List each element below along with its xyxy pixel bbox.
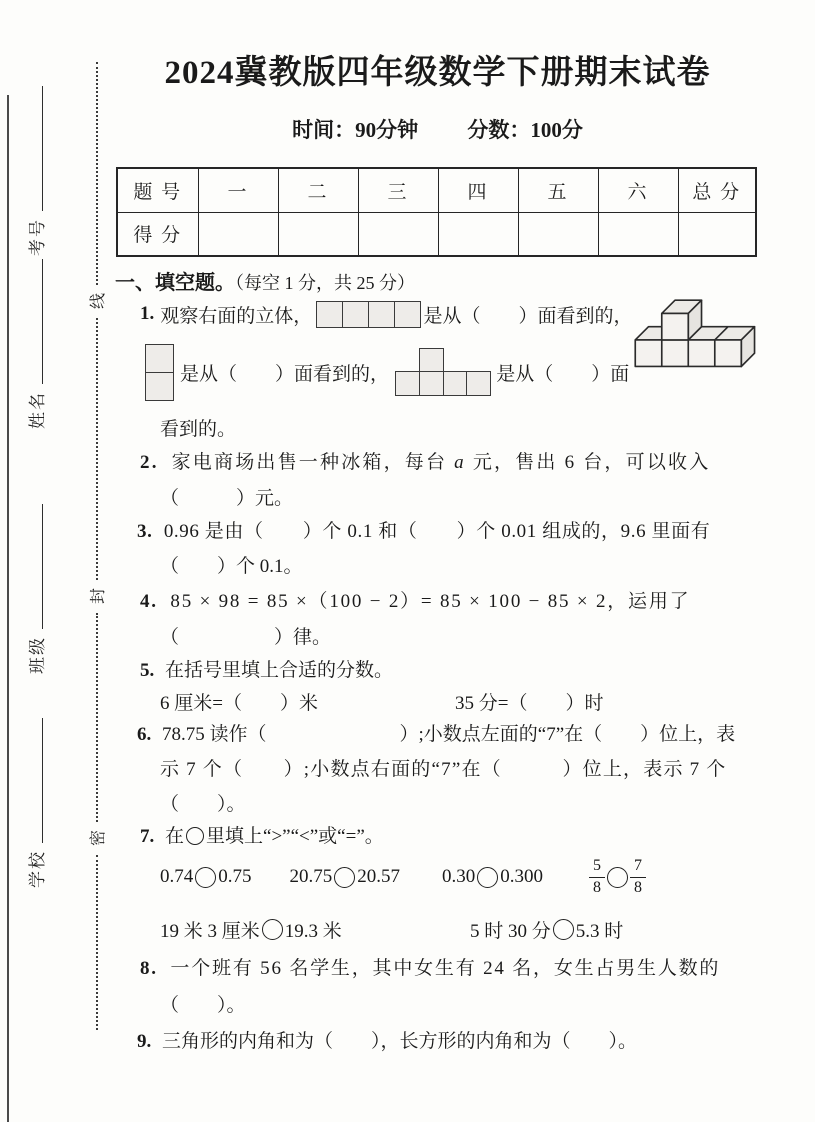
score-cell-empty bbox=[198, 212, 278, 256]
score-col-1: 一 bbox=[198, 168, 278, 212]
question-text: 元，售出 6 台，可以收入 bbox=[465, 452, 711, 473]
score-col-total: 总 分 bbox=[678, 168, 756, 212]
score-col-3: 三 bbox=[358, 168, 438, 212]
score-cell-empty bbox=[678, 212, 756, 256]
field-blank-line bbox=[42, 259, 43, 384]
score-cell-empty bbox=[518, 212, 598, 256]
grid-square bbox=[342, 301, 369, 328]
question-8-line-1 bbox=[140, 953, 720, 980]
score-table-row2-label: 得 分 bbox=[117, 212, 198, 256]
question-text: 示 7 个（ ）;小数点右面的“7”在（ ）位上，表示 7 个 bbox=[160, 759, 727, 780]
seal-dotted-line bbox=[96, 62, 98, 285]
compare-right: 0.75 bbox=[218, 866, 252, 887]
comparison-pair bbox=[470, 916, 623, 943]
question-text: 观察右面的立体， bbox=[160, 305, 313, 327]
page-edge-line bbox=[7, 95, 9, 1122]
question-7-line-2 bbox=[160, 853, 646, 901]
compare-right: 0.300 bbox=[500, 866, 543, 887]
variable-a: a bbox=[454, 452, 466, 473]
section1-title: 一、填空题。 bbox=[115, 272, 235, 294]
compare-left: 19 米 3 厘米 bbox=[160, 921, 260, 942]
question-text: 85 × 98 = 85 ×（100 − 2）= 85 × 100 − 85 × 2，运用了 bbox=[170, 591, 691, 612]
grid-square bbox=[419, 371, 444, 396]
exam-meta bbox=[115, 114, 760, 144]
student-field-class bbox=[15, 504, 55, 674]
question-text: 一个班有 56 名学生，其中女生有 24 名，女生占男生人数的 bbox=[170, 958, 721, 979]
field-label: 考号 bbox=[27, 218, 47, 256]
field-blank-line bbox=[42, 86, 43, 211]
comparison-pair bbox=[290, 866, 401, 888]
conversion-item-cm: 6 厘米=（ ）米 bbox=[160, 693, 318, 714]
comparison-circle bbox=[553, 919, 574, 940]
compare-left: 0.74 bbox=[160, 866, 194, 887]
comparison-pair-fractions bbox=[589, 857, 646, 897]
question-text: 78.75 读作（ ）;小数点左面的“7”在（ ）位上，表 bbox=[162, 724, 736, 745]
question-4-line-2 bbox=[160, 622, 331, 649]
grid-square bbox=[395, 371, 420, 396]
comparison-circle bbox=[195, 867, 216, 888]
seal-dotted-line bbox=[96, 318, 98, 580]
question-8-line-2 bbox=[160, 990, 246, 1017]
field-label: 姓名 bbox=[27, 391, 47, 429]
compare-left: 20.75 bbox=[289, 866, 333, 887]
exam-total-score: 分数：100分 bbox=[467, 118, 583, 142]
field-label: 班级 bbox=[27, 636, 47, 674]
view-shape-four-squares-row bbox=[316, 301, 419, 328]
student-field-exam-number bbox=[15, 86, 55, 256]
grid-square bbox=[316, 301, 343, 328]
field-label: 学校 bbox=[27, 850, 47, 888]
question-4-line-1 bbox=[140, 586, 690, 613]
question-1-line-3 bbox=[160, 414, 236, 441]
question-number: 9. bbox=[137, 1031, 152, 1052]
question-text: 是从（ ）面看到的， bbox=[180, 363, 390, 385]
score-table-header-row bbox=[117, 168, 756, 212]
score-cell-empty bbox=[598, 212, 678, 256]
comparison-pair bbox=[442, 866, 543, 888]
seal-dotted-line bbox=[96, 613, 98, 822]
question-text: 是从（ ）面看到的， bbox=[423, 305, 633, 327]
question-number: 8. bbox=[140, 958, 158, 979]
question-text: 里填上“>”“<”或“=”。 bbox=[206, 826, 384, 847]
question-text: （ ）。 bbox=[160, 995, 246, 1016]
comparison-pair bbox=[160, 866, 252, 888]
compare-left: 0.30 bbox=[442, 866, 476, 887]
field-blank-line bbox=[42, 504, 43, 629]
compare-right: 20.57 bbox=[357, 866, 400, 887]
question-text: 家电商场出售一种冰箱，每台 bbox=[171, 452, 455, 473]
question-text: 三角形的内角和为（ ），长方形的内角和为（ ）。 bbox=[162, 1031, 638, 1052]
question-text: 0.96 是由（ ）个 0.1 和（ ）个 0.01 组成的，9.6 里面有 bbox=[163, 521, 711, 542]
score-col-6: 六 bbox=[598, 168, 678, 212]
section1-note: （每空 1 分，共 25 分） bbox=[235, 273, 415, 293]
grid-square bbox=[443, 371, 468, 396]
grid-square bbox=[368, 301, 395, 328]
student-field-school bbox=[15, 718, 55, 888]
grid-square bbox=[394, 301, 421, 328]
main-content bbox=[115, 0, 760, 1122]
student-field-name bbox=[15, 259, 55, 429]
fraction-five-eighths bbox=[589, 857, 605, 897]
question-3-line-2 bbox=[160, 551, 303, 578]
comparison-circle bbox=[262, 919, 283, 940]
fraction-seven-eighths bbox=[630, 857, 646, 897]
score-col-5: 五 bbox=[518, 168, 598, 212]
compare-right: 19.3 米 bbox=[284, 921, 342, 942]
conversion-item-min: 35 分=（ ）时 bbox=[455, 693, 604, 714]
question-number: 3. bbox=[137, 521, 153, 542]
score-table bbox=[116, 167, 757, 257]
compare-right: 5.3 时 bbox=[575, 921, 624, 942]
question-number: 1. bbox=[140, 303, 155, 324]
fraction-numerator: 7 bbox=[630, 857, 646, 877]
question-number: 4. bbox=[140, 591, 158, 612]
comparison-pair bbox=[160, 916, 342, 943]
page-title: 2024冀教版四年级数学下册期末试卷 bbox=[164, 55, 711, 91]
score-col-2: 二 bbox=[278, 168, 358, 212]
score-table-points-row bbox=[117, 212, 756, 256]
section1-heading bbox=[115, 266, 415, 295]
seal-dotted-line bbox=[96, 855, 98, 1030]
seal-char-feng: 封 bbox=[90, 588, 107, 605]
seal-char-line: 线 bbox=[90, 293, 107, 310]
question-6-line-3 bbox=[160, 789, 246, 816]
grid-square bbox=[145, 372, 174, 401]
cubes-isometric-drawing bbox=[633, 298, 759, 372]
question-6-line-1 bbox=[137, 719, 735, 746]
score-table-row1-label: 题 号 bbox=[117, 168, 198, 212]
question-text: （ ）个 0.1。 bbox=[160, 556, 303, 577]
grid-square bbox=[466, 371, 491, 396]
solid-cubes-figure bbox=[633, 298, 759, 377]
question-number: 6. bbox=[137, 724, 152, 745]
question-text: 看到的。 bbox=[160, 419, 237, 440]
score-cell-empty bbox=[358, 212, 438, 256]
comparison-circle bbox=[477, 867, 498, 888]
score-cell-empty bbox=[278, 212, 358, 256]
comparison-circle bbox=[607, 867, 628, 888]
question-1-line-1 bbox=[140, 297, 633, 331]
grid-square bbox=[145, 344, 174, 373]
question-text: （ ）元。 bbox=[160, 488, 294, 509]
view-shape-t-pentomino bbox=[395, 348, 490, 397]
question-3-line-1 bbox=[137, 516, 710, 543]
exam-time: 时间：90分钟 bbox=[292, 118, 419, 142]
fraction-denominator: 8 bbox=[593, 878, 601, 896]
question-number: 7. bbox=[140, 826, 155, 847]
comparison-circle bbox=[334, 867, 355, 888]
field-blank-line bbox=[42, 718, 43, 843]
fraction-denominator: 8 bbox=[634, 878, 642, 896]
question-text: 在 bbox=[165, 826, 185, 847]
question-number: 5. bbox=[140, 660, 155, 681]
question-text: 是从（ ）面 bbox=[496, 363, 630, 385]
question-text: 在括号里填上合适的分数。 bbox=[165, 660, 394, 681]
question-number: 2. bbox=[140, 452, 159, 473]
question-5-line-1 bbox=[140, 655, 393, 682]
seal-char-mi: 密 bbox=[90, 830, 107, 847]
question-9-line-1 bbox=[137, 1026, 637, 1053]
score-cell-empty bbox=[438, 212, 518, 256]
comparison-circle bbox=[186, 827, 204, 845]
question-6-line-2 bbox=[160, 754, 726, 781]
question-7-line-3 bbox=[160, 916, 740, 943]
question-2-line-1 bbox=[140, 447, 710, 474]
fraction-numerator: 5 bbox=[589, 857, 605, 877]
question-text: （ ）。 bbox=[160, 794, 246, 815]
grid-square bbox=[419, 348, 444, 373]
score-col-4: 四 bbox=[438, 168, 518, 212]
question-text: （ ）律。 bbox=[160, 627, 332, 648]
question-1-line-2 bbox=[145, 340, 629, 404]
view-shape-two-squares-column bbox=[145, 344, 174, 400]
question-5-line-2 bbox=[160, 688, 740, 715]
question-7-line-1 bbox=[140, 821, 384, 848]
question-2-line-2 bbox=[160, 483, 293, 510]
compare-left: 5 时 30 分 bbox=[470, 921, 551, 942]
